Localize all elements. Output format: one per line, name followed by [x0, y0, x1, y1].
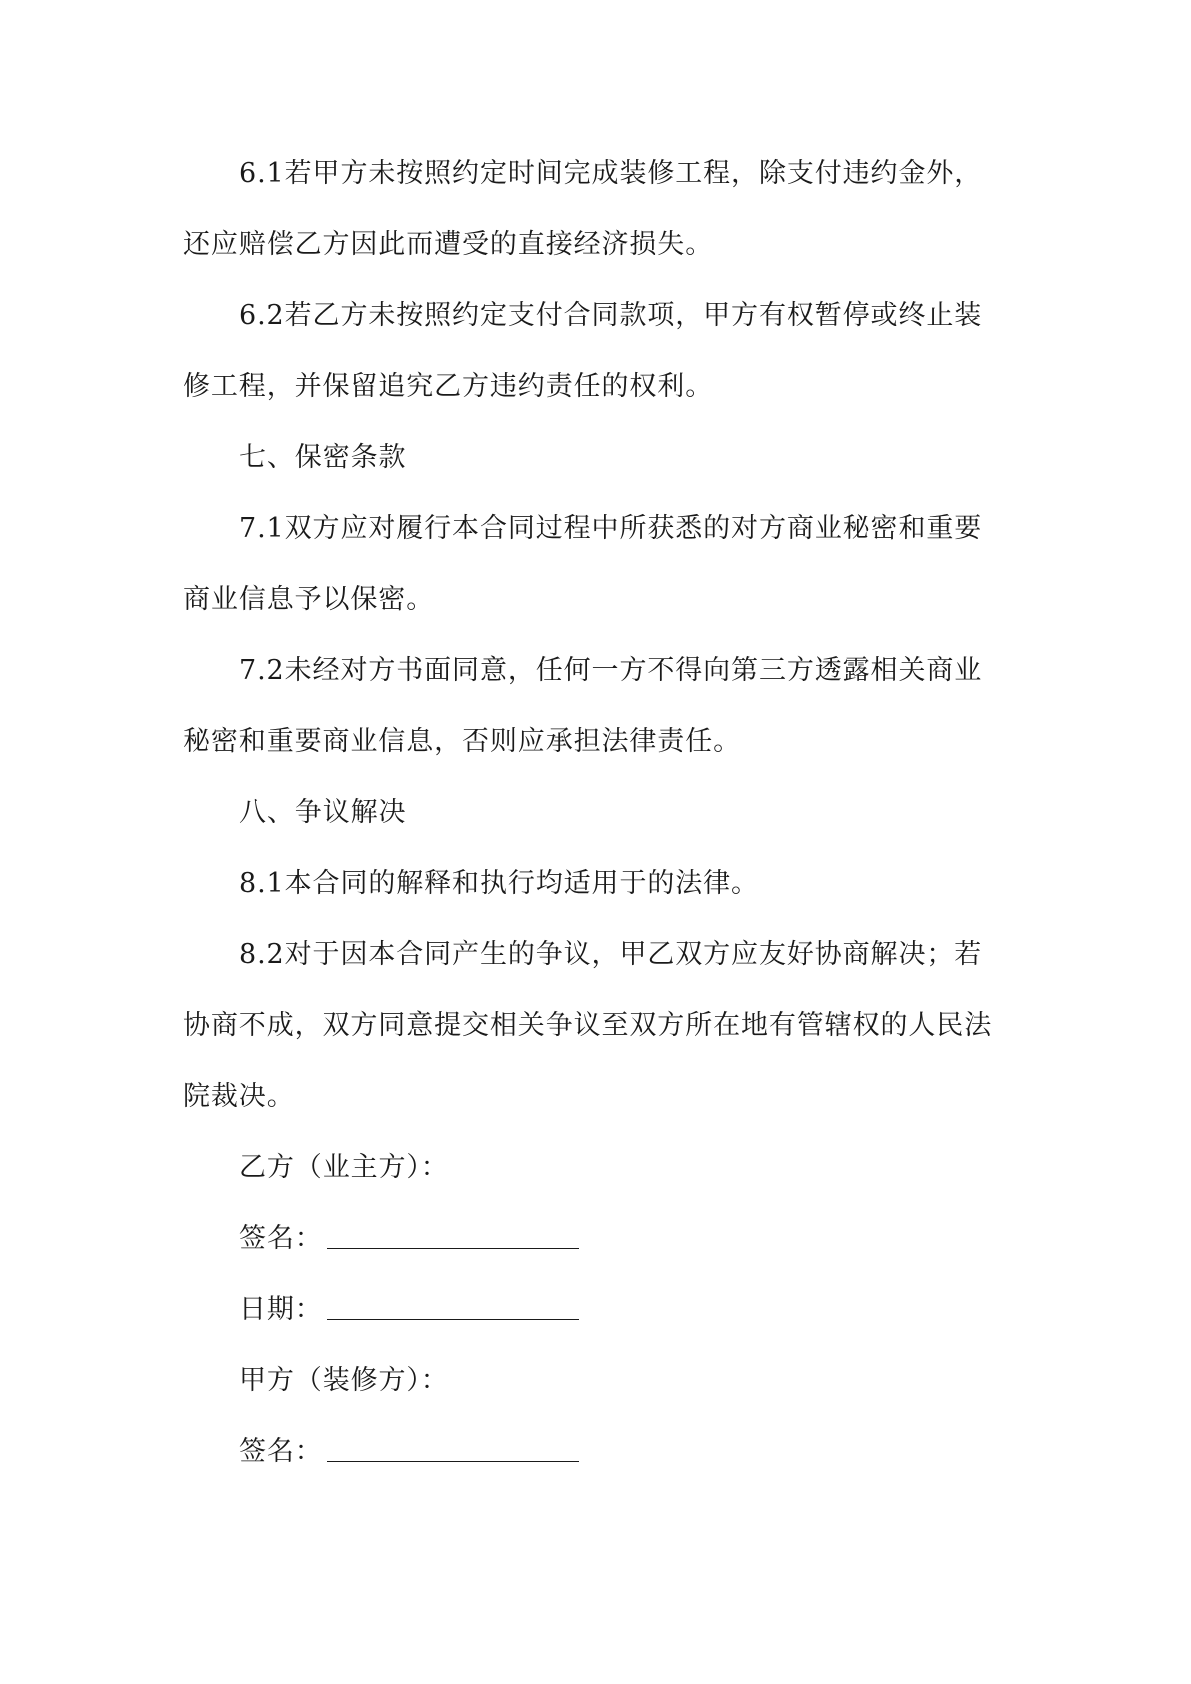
party-b-date-row — [183, 1274, 1003, 1345]
party-a-sign-label: 签名： — [239, 1436, 323, 1467]
clause-8-1: 8.1本合同的解释和执行均适用于的法律。 — [239, 868, 759, 899]
party-b-sign-label: 签名： — [239, 1223, 323, 1254]
clause-8-2: 8.2对于因本合同产生的争议，甲乙双方应友好协商解决；若协商不成，双方同意提交相关争议至双方所在地有管辖权的人民法院裁决。 — [183, 939, 993, 1112]
section-8-heading: 八、争议解决 — [239, 797, 407, 828]
party-a-signature-row — [183, 1416, 1003, 1487]
party-a-signature-line — [327, 1439, 579, 1462]
party-a-title: 甲方（装修方）： — [239, 1365, 449, 1396]
party-b-signature-line — [327, 1226, 579, 1249]
party-b-date-label: 日期： — [239, 1294, 323, 1325]
clause-6-1: 6.1若甲方未按照约定时间完成装修工程，除支付违约金外，还应赔偿乙方因此而遭受的直接经济损失。 — [183, 158, 983, 260]
document-body — [183, 138, 1003, 1487]
section-7-heading: 七、保密条款 — [239, 442, 407, 473]
party-b-date-line — [327, 1297, 579, 1320]
clause-7-1: 7.1双方应对履行本合同过程中所获悉的对方商业秘密和重要商业信息予以保密。 — [183, 513, 983, 615]
party-b-signature-row — [183, 1203, 1003, 1274]
clause-6-2: 6.2若乙方未按照约定支付合同款项，甲方有权暂停或终止装修工程，并保留追究乙方违约责任的权利。 — [183, 300, 983, 402]
clause-7-2: 7.2未经对方书面同意，任何一方不得向第三方透露相关商业秘密和重要商业信息，否则应承担法律责任。 — [183, 655, 983, 757]
party-b-title: 乙方（业主方）： — [239, 1152, 449, 1183]
